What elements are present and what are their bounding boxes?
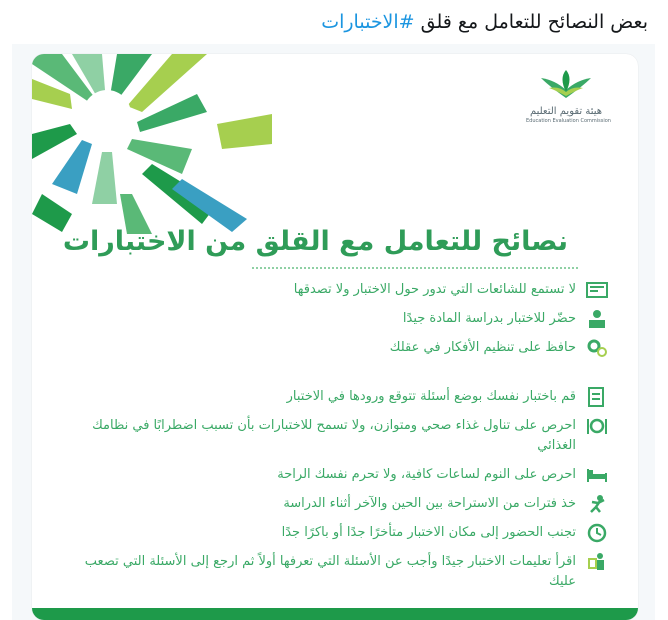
tip-item bbox=[72, 338, 608, 358]
gears-mind-icon bbox=[586, 338, 608, 358]
sunburst-decoration bbox=[32, 54, 272, 234]
student-desk-icon bbox=[586, 309, 608, 329]
commission-logo bbox=[526, 68, 611, 125]
tip-text: حضّر للاختبار بدراسة المادة جيدًا bbox=[402, 311, 576, 326]
tips-list bbox=[72, 280, 608, 601]
tip-item bbox=[72, 465, 608, 485]
section-gap bbox=[72, 367, 608, 387]
tip-text: لا تستمع للشائعات التي تدور حول الاختبار ولا تصدقها bbox=[293, 282, 576, 297]
plate-cutlery-icon bbox=[586, 416, 608, 436]
tip-item bbox=[72, 494, 608, 514]
stretching-person-icon bbox=[586, 494, 608, 514]
tip-text: احرص على النوم لساعات كافية، ولا تحرم نفسك الراحة bbox=[277, 467, 576, 482]
tweet-text bbox=[20, 6, 648, 38]
tip-text: حافظ على تنظيم الأفكار في عقلك bbox=[389, 340, 576, 355]
tip-item bbox=[72, 387, 608, 407]
infographic-image[interactable] bbox=[32, 54, 638, 620]
tip-text: احرص على تناول غذاء صحي ومتوازن، ولا تسمح للاختبارات بأن تسبب اضطرابًا في نظامك الغذائي bbox=[92, 418, 576, 453]
bottom-green-bar bbox=[32, 608, 638, 620]
clock-icon bbox=[586, 523, 608, 543]
tip-text: قم باختبار نفسك بوضع أسئلة تتوقع ورودها في الاختبار bbox=[286, 389, 576, 404]
tip-text: خذ فترات من الاستراحة بين الحين والآخر أثناء الدراسة bbox=[283, 496, 576, 511]
media-frame bbox=[12, 44, 655, 620]
tip-text: تجنب الحضور إلى مكان الاختبار متأخرًا جدًا أو باكرًا جدًا bbox=[281, 525, 576, 540]
bed-icon bbox=[586, 465, 608, 485]
infographic-title: نصائح للتعامل مع القلق من الاختبارات bbox=[62, 226, 568, 257]
tip-item bbox=[72, 416, 608, 456]
tip-item bbox=[72, 309, 608, 329]
tip-text: اقرأ تعليمات الاختبار جيدًا وأجب عن الأسئلة التي تعرفها أولاً ثم ارجع إلى الأسئلة التي تصعب عليك bbox=[84, 554, 576, 589]
tip-item bbox=[72, 280, 608, 300]
checklist-icon bbox=[586, 387, 608, 407]
tweet-body: بعض النصائح للتعامل مع قلق bbox=[414, 11, 648, 33]
palm-logo-icon bbox=[539, 68, 593, 100]
tip-item bbox=[72, 552, 608, 592]
tip-item bbox=[72, 523, 608, 543]
hashtag-link[interactable]: #الاختبارات bbox=[321, 11, 415, 33]
logo-arabic-name: هيئة تقويم التعليم bbox=[529, 106, 603, 117]
title-underline bbox=[252, 267, 578, 269]
newspaper-icon bbox=[586, 280, 608, 300]
logo-english-name: Education Evaluation Commission bbox=[526, 118, 611, 124]
reading-person-icon bbox=[586, 552, 608, 572]
